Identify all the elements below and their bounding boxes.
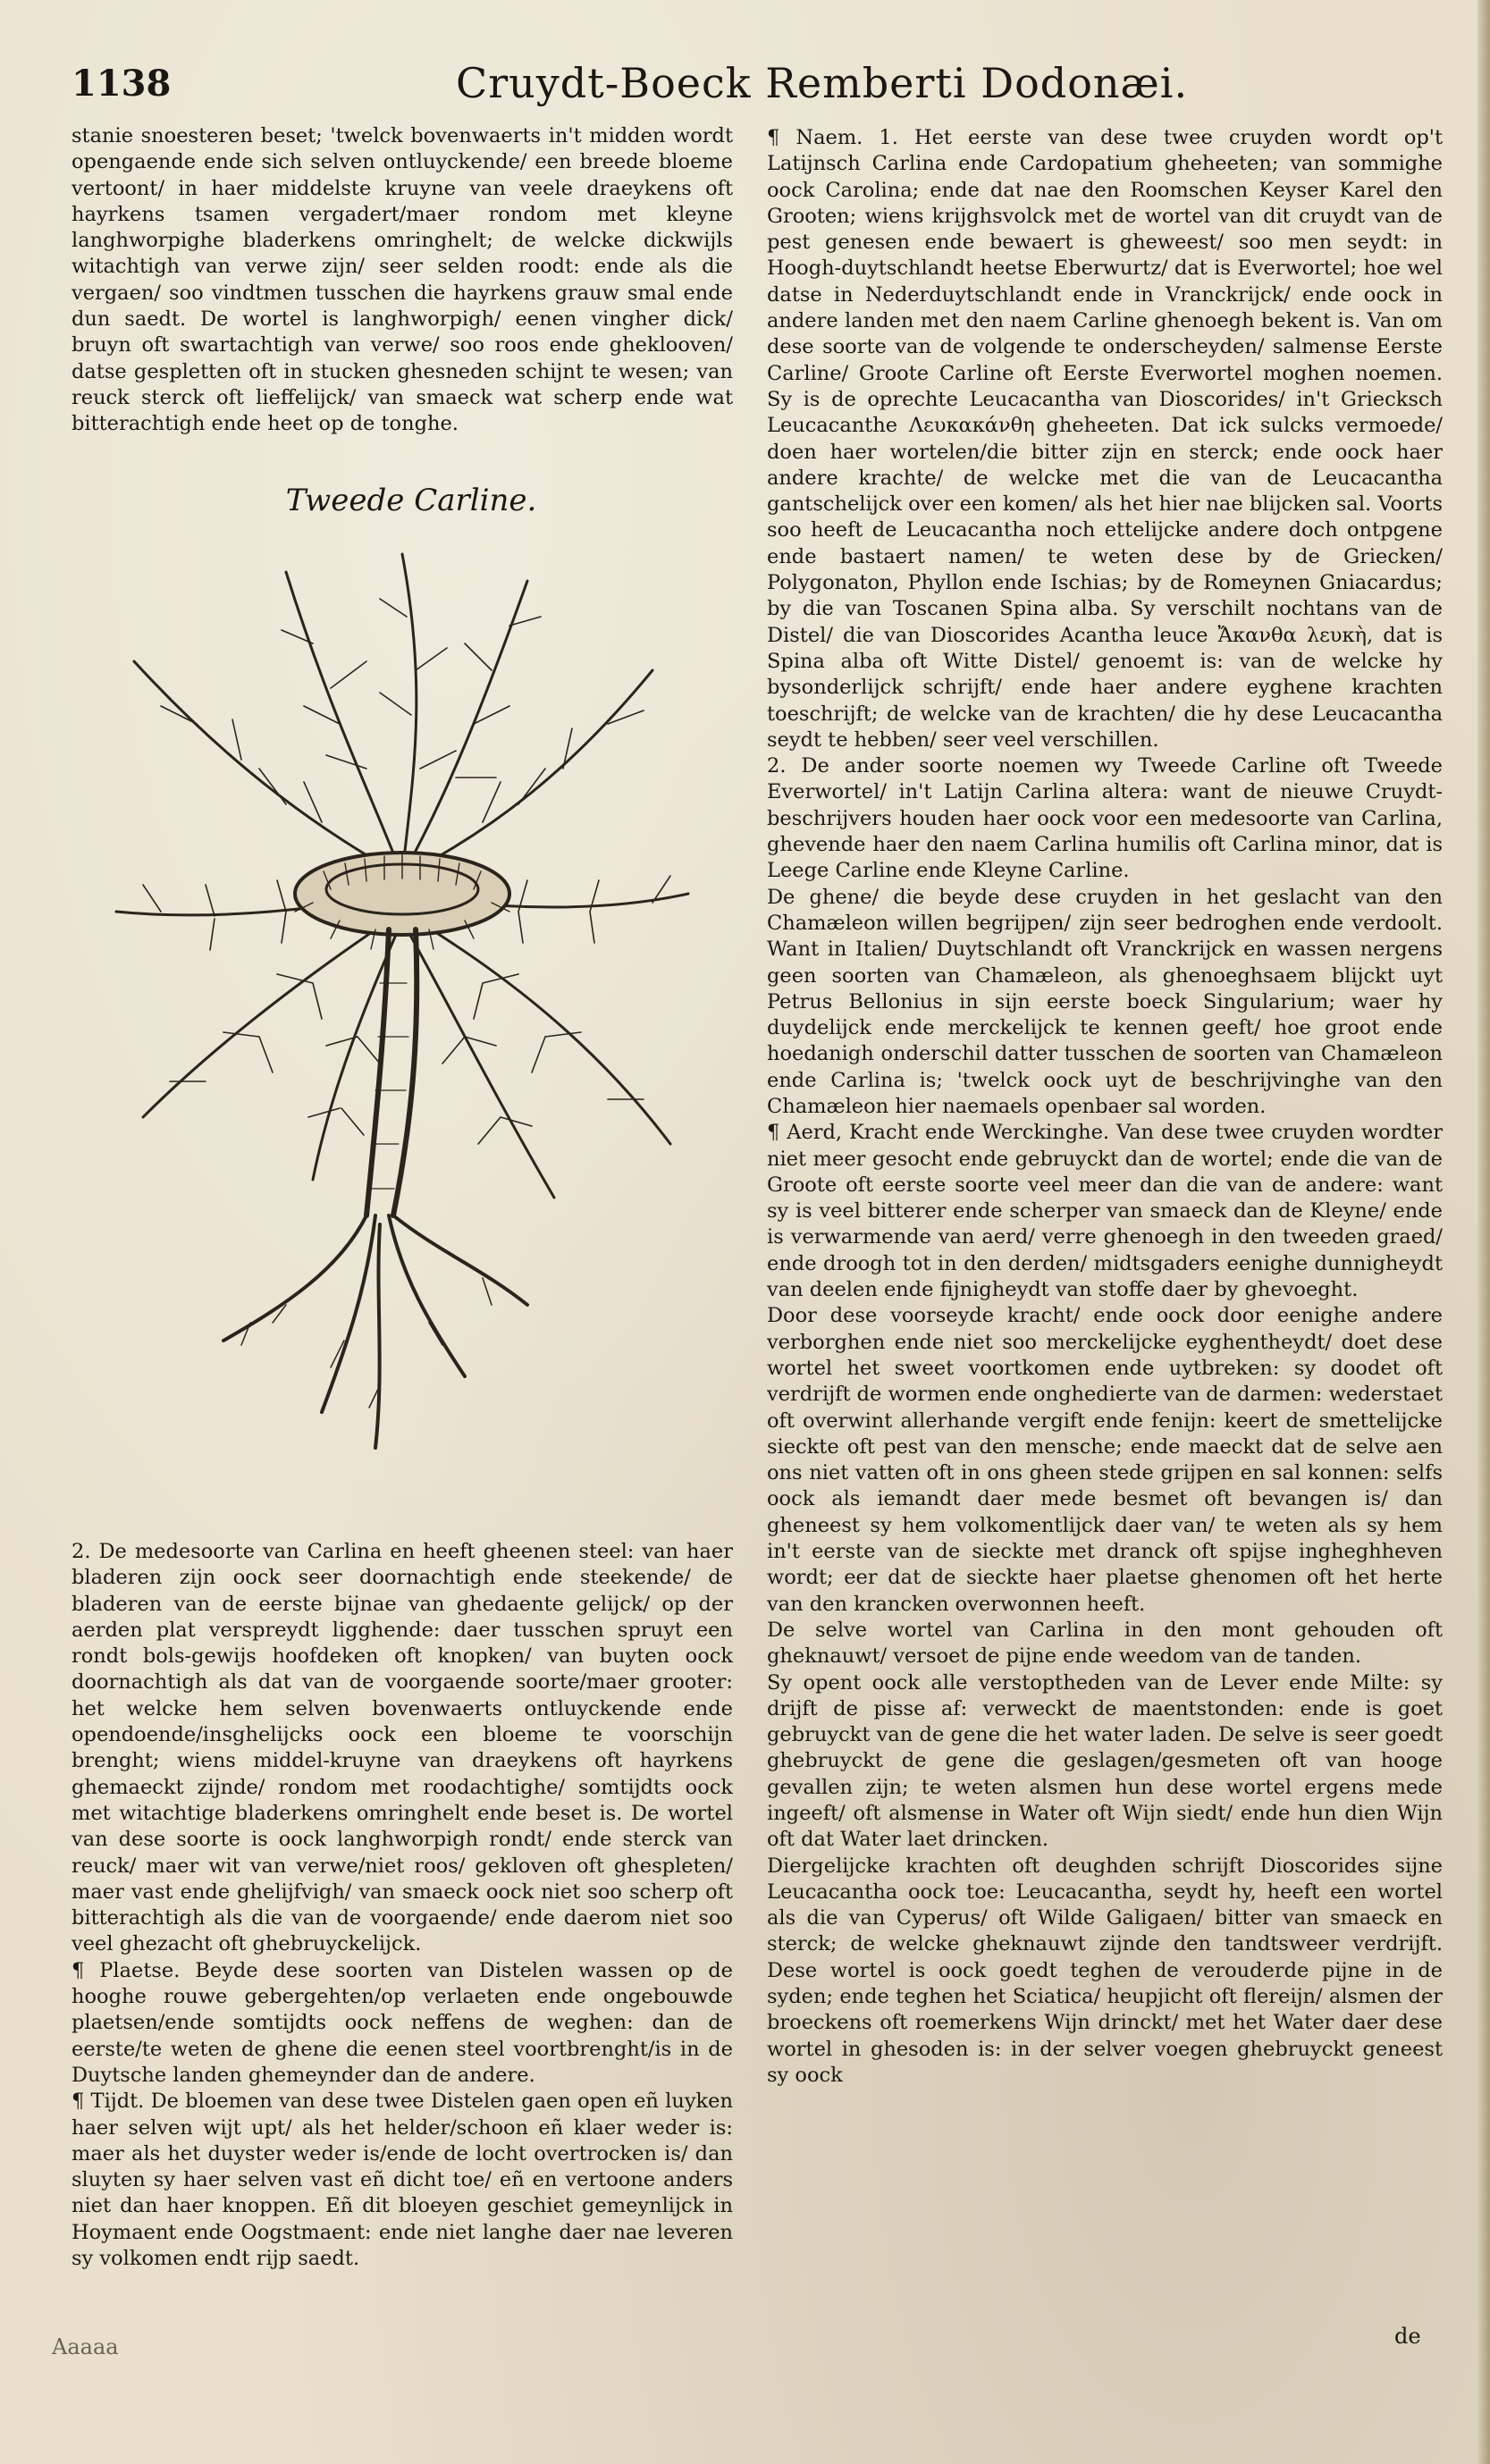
- paragraph: stanie snoesteren beset; 'twelck bovenwaerts in't midden wordt opengaende ende sich selven ontluyckende/ een breede bloeme vertoont/ in haer middelste kruyne van veele draeykens oft hayrkens tsamen vergadert/maer rondom met kleyne langhworpighe bladerkens omringhelt; de welcke dickwijls witachtigh van verwe zijn/ seer selden roodt: ende als die vergaen/ soo vindtmen tusschen die hayrkens grauw smal ende dun saedt. De wortel is langhworpigh/ eenen vingher dick/ bruyn oft swartachtigh van verwe/ soo roos ende gheklooven/ datse gespletten oft in stucken ghesneden schijnt te wesen; van reuck sterck oft lieffelijck/ van smaeck wat scherp ende wat bitterachtigh ende heet op de tonghe.: [72, 124, 733, 436]
- paragraph: 2. De ander soorte noemen wy Tweede Carline oft Tweede Everwortel/ in't Latijn Carlina altera: want de nieuwe Cruydt-beschrijvers houden haer oock voor een medesoorte van Carlina, ghevende haer den naem Carlina humilis oft Carlina minor, dat is Leege Carline ende Kleyne Carline.: [767, 754, 1443, 883]
- signature-mark: Aaaaa: [52, 2334, 119, 2359]
- left-column-top-text: [72, 123, 733, 479]
- paragraph: De selve wortel van Carlina in den mont gehouden oft gheknauwt/ versoet de pijne ende weedom van de tanden.: [767, 1618, 1443, 1669]
- paragraph: ¶ Tijdt. De bloemen van dese twee Distelen gaen open eñ luyken haer selven wijt upt/ als het helder/schoon eñ klaer weder is: maer als het duyster weder is/ende de locht overtrocken is/ dan sluyten sy haer selven vast eñ dicht toe/ eñ en vertoone anders niet dan haer knoppen. Eñ dit bloeyen geschiet gemeynlijck in Hoymaent ende Oogstmaent: ende niet langhe daer nae leveren sy volkomen endt rijp saedt.: [72, 2090, 733, 2271]
- paragraph: ¶ Naem. 1. Het eerste van dese twee cruyden wordt op't Latijnsch Carlina ende Cardopatium gheheeten; van sommighe oock Carolina; ende dat nae den Roomschen Keyser Karel den Grooten; wiens krijghsvolck met de wortel van dit cruydt van de pest genesen ende bewaert is gheweest/ soo men seydt: in Hoogh-duytschlandt heetse Eberwurtz/ dat is Everwortel; hoe wel datse in Nederduytschlandt ende in Vranckrijck/ ende oock in andere landen met den naem Carline ghenoegh bekent is. Van om dese soorte van de volgende te onderscheyden/ salmense Eerste Carline/ Groote Carline oft Eerste Everwortel moghen noemen. Sy is de oprechte Leucacantha van Dioscorides/ in't Griecksch Leucacanthe Λευκακάνθη gheheeten. Dat ick sulcks vermoede/ doen haer wortelen/die bitter zijn en sterck; ende oock haer andere krachte/ de welcke met die van de Leucacantha gantschelijck over een komen/ als het hier nae blijcken sal. Voorts soo heeft de Leucacantha noch ettelijcke andere doch ontpgene ende bastaert namen/ te weten dese by de Griecken/ Polygonaton, Phyllon ende Ischias; by de Romeynen Gniacardus; by die van Toscanen Spina alba. Sy verschilt nochtans van de Distel/ die van Dioscorides Acantha leuce Ἄκανθα λευκὴ, dat is Spina alba oft Witte Distel/ genoemt is: van de welcke hy bysonderlijck schrijft/ ende haer andere eyghene krachten toeschrijft; de welcke van de krachten/ die hy dese Leucacantha seydt te hebben/ seer veel verschillen.: [767, 126, 1443, 752]
- paragraph: Door dese voorseyde kracht/ ende oock door eenighe andere verborghen ende niet soo merckelijcke eyghentheydt/ doet dese wortel het sweet voortkomen ende uytbreken: sy doodet oft verdrijft de wormen ende onghedierte van de darmen: wederstaet oft overwint allerhande vergift ende fenijn: keert de smettelijcke sieckte oft pest van den mensche; ende maeckt dat de selve aen ons niet vatten oft in ons gheen stede grijpen en sal konnen: selfs oock als iemandt daer mede besmet oft bevangen is/ dan gheneest sy hem volkomentlijck daer van/ te weten als sy hem in't eerste van de sieckte met dranck oft spijse ingheghheven wordt; eer dat de sieckte haer plaetse ghenomen oft het herte van den krancken overwonnen heeft.: [767, 1304, 1443, 1616]
- paragraph: De ghene/ die beyde dese cruyden in het geslacht van den Chamæleon willen begrijpen/ zijn seer bedroghen ende verdoolt. Want in Italien/ Duytschlandt oft Vranckrijck en wassen nergens geen soorten van Chamæleon, als ghenoeghsaem blijckt uyt Petrus Bellonius in sijn eerste boeck Singularium; waer hy duydelijck ende merckelijck te kennen geeft/ hoe groot ende hoedanigh onderschil datter tusschen de soorten van Chamæleon ende Carlina is; 'twelck oock uyt de beschrijvinghe van den Chamæleon hier naemaels openbaer sal worden.: [767, 885, 1443, 1118]
- page-header: [72, 59, 1430, 116]
- right-column-text: [767, 125, 1443, 2350]
- page-edge: [1477, 0, 1490, 2464]
- figure-caption: Tweede Carline.: [285, 483, 537, 518]
- paragraph: 2. De medesoorte van Carlina en heeft gheenen steel: van haer bladeren zijn oock seer doornachtigh ende steekende/ de bladeren van de eerste bijnae van ghedaente gelijck/ op der aerden plat verspreydt ligghende: daer tusschen spruyt een rondt bols-gewijs hoofdeken oft knopken/ van buyten oock doornachtigh als dat van de voorgaende soorte/maer grooter: het welcke hem selven bovenwaerts ontluyckende ende opendoende/insghelijcks oock een bloeme te voorschijn brenght; wiens middel-kruyne van draeykens oft hayrkens ghemaeckt zijnde/ rondom met roodachtighe/ somtijdts oock met witachtige bladerkens omringhelt ende beset is. De wortel van dese soorte is oock langhworpigh rondt/ ende sterck van reuck/ maer wit van verwe/niet roos/ gekloven oft ghespleten/ maer vast ende ghelijfvigh/ van smaeck oock niet soo scherp oft bitterachtigh als die van de voorgaende/ ende daerom niet soo veel ghezacht oft ghebruyckelijck.: [72, 1540, 733, 1956]
- running-head: Cruydt-Boeck Remberti Dodonæi.: [456, 59, 1189, 107]
- left-column-bottom-text: [72, 1539, 733, 2343]
- page-number: 1138: [72, 63, 172, 105]
- catchword: de: [1394, 2324, 1421, 2349]
- paragraph: ¶ Aerd, Kracht ende Werckinghe. Van dese twee cruyden wordter niet meer gesocht ende gebruyckt dan de wortel; ende die van de Groote oft eerste soorte veel meer dan die van de andere: want sy is veel bitterer ende scherper van smaeck dan de Kleyne/ ende is verwarmende van aerd/ verre ghenoegh in den tweeden graed/ ende droogh tot in den derden/ midtsgaders eenighe dunnigheydt van deelen ende fijnigheydt van stoffe daer by ghevoeght.: [767, 1121, 1443, 1302]
- paragraph: Sy opent oock alle verstoptheden van de Lever ende Milte: sy drijft de pisse af: verweckt de maentstonden: ende is goet gebruyckt van de gene die het water laden. De selve is seer goedt ghebruyckt de gene die geslagen/gesmeten oft van hooge gevallen zijn; te weten alsmen hun dese wortel ergens mede ingeeft/ oft alsmense in Water oft Wijn siedt/ ende hun dien Wijn oft dat Water laet drincken.: [767, 1670, 1443, 1852]
- paragraph: Diergelijcke krachten oft deughden schrijft Dioscorides sijne Leucacantha oock toe: Leucacantha, seydt hy, heeft een wortel als die van Cyperus/ oft Wilde Galigaen/ bitter van smaeck en sterck; de welcke gheknauwt zijnde den tandtsweer verdrijft. Dese wortel is oock goedt teghen de verouderde pijne in de syden; ende teghen het Sciatica/ heupjicht oft flereijn/ alsmen der broeckens oft roemerkens Wijn drinckt/ met het Water daer dese wortel in ghesoden is: in der selver voegen ghebruyckt geneest sy oock: [767, 1854, 1443, 2087]
- carline-thistle-woodcut-illustration: [107, 536, 697, 1466]
- paragraph: ¶ Plaetse. Beyde dese soorten van Distelen wassen op de hooghe rouwe gebergehten/op verlaeten ende ongebouwde plaetsen/ende somtijdts oock neffens de weghen: dan de eerste/te weten de ghene die eenen steel voortbrenght/is in de Duytsche landen ghemeynder dan de andere.: [72, 1958, 733, 2087]
